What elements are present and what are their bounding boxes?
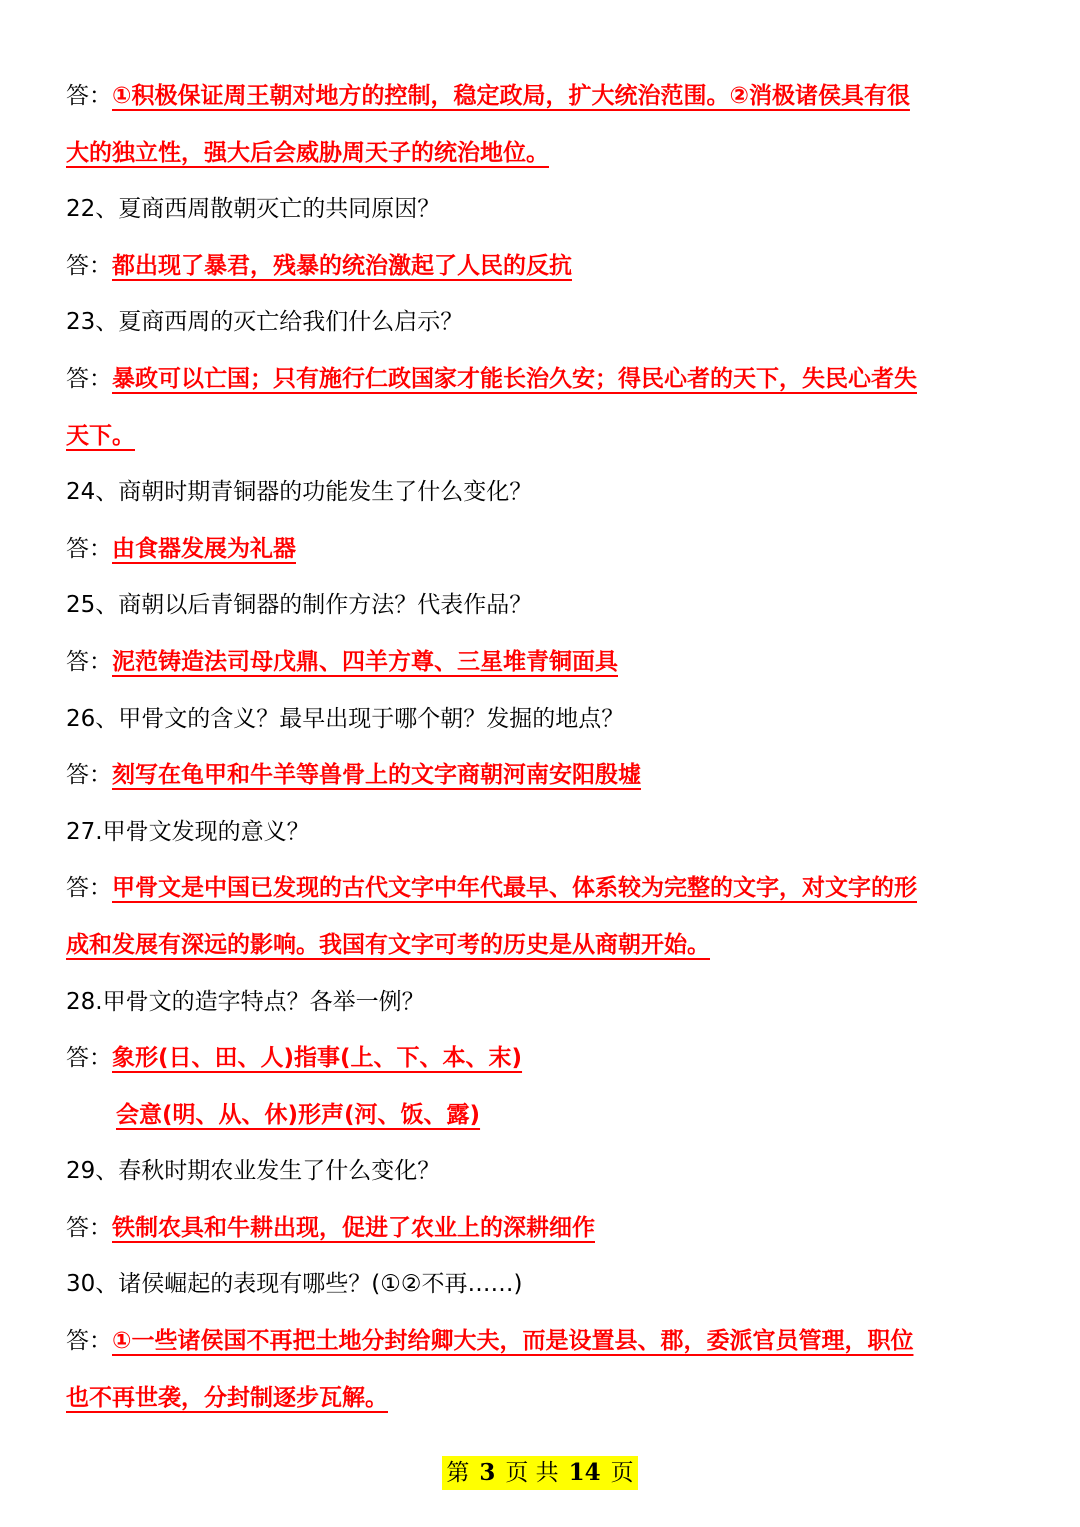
question-29: 29、春秋时期农业发生了什么变化？ (66, 1158, 441, 1185)
answer-21-text-1: ①积极保证周王朝对地方的控制，稳定政局，扩大统治范围。②消极诸侯具有很 (112, 83, 910, 109)
answer-28-line-1 (66, 1030, 1026, 1087)
answer-label: 答： (66, 875, 112, 902)
answer-23-line-1 (66, 351, 1026, 408)
footer-suffix: 页 (610, 1460, 634, 1486)
answer-22-text: 都出现了暴君，残暴的统治激起了人民的反抗 (112, 252, 572, 279)
question-28: 28.甲骨文的造字特点？各举一例？ (66, 988, 425, 1015)
answer-label: 答： (66, 535, 112, 562)
answer-label: 答： (66, 1214, 112, 1241)
answer-25-text: 泥范铸造法司母戊鼎、四羊方尊、三星堆青铜面具 (112, 648, 618, 675)
footer-prefix: 第 (446, 1460, 470, 1486)
answer-21-line-1 (66, 68, 1026, 125)
answer-label: 答： (66, 1045, 112, 1072)
answer-27-text-2: 成和发展有深远的影响。我国有文字可考的历史是从商朝开始。 (66, 931, 710, 958)
answer-label: 答： (66, 1328, 112, 1355)
answer-23-text-2: 天下。 (66, 422, 135, 449)
question-23: 23、夏商西周的灭亡给我们什么启示？ (66, 309, 464, 336)
answer-23-line-2 (66, 408, 1026, 465)
answer-label: 答： (66, 252, 112, 279)
page-footer (0, 1456, 1080, 1490)
answer-25 (66, 634, 1026, 691)
answer-28-text-1: 象形(日、田、人)指事(上、下、本、末) (112, 1045, 523, 1072)
answer-26 (66, 747, 1026, 804)
qa-content (66, 68, 1026, 1426)
answer-30-text-2: 也不再世袭，分封制逐步瓦解。 (66, 1384, 388, 1411)
current-page-number: 3 (479, 1459, 496, 1486)
answer-label: 答： (66, 762, 112, 789)
answer-30-line-2 (66, 1370, 1026, 1427)
question-30: 30、诸侯崛起的表现有哪些？(①②不再……) (66, 1271, 523, 1298)
answer-label: 答： (66, 83, 112, 109)
answer-21-text-2: 大的独立性，强大后会威胁周天子的统治地位。 (66, 139, 549, 166)
answer-29-text: 铁制农具和牛耕出现，促进了农业上的深耕细作 (112, 1214, 595, 1241)
answer-28-text-2: 会意(明、从、休)形声(河、饭、露) (116, 1101, 481, 1128)
answer-27-line-1 (66, 860, 1026, 917)
page-number-indicator (442, 1456, 637, 1490)
question-26: 26、甲骨文的含义？最早出现于哪个朝？发掘的地点？ (66, 705, 625, 732)
answer-30-line-1 (66, 1313, 1026, 1370)
answer-24-text: 由食器发展为礼器 (112, 535, 296, 562)
answer-27-line-2 (66, 917, 1026, 974)
question-24: 24、商朝时期青铜器的功能发生了什么变化？ (66, 479, 533, 506)
answer-21-line-2 (66, 125, 1026, 182)
answer-30-text-1: ①一些诸侯国不再把土地分封给卿大夫，而是设置县、郡，委派官员管理，职位 (112, 1328, 914, 1355)
answer-label: 答： (66, 648, 112, 675)
answer-27-text-1: 甲骨文是中国已发现的古代文字中年代最早、体系较为完整的文字，对文字的形 (112, 875, 917, 902)
total-page-number: 14 (568, 1459, 601, 1486)
answer-24 (66, 521, 1026, 578)
answer-29 (66, 1200, 1026, 1257)
footer-middle: 页 共 (505, 1460, 559, 1486)
question-27: 27.甲骨文发现的意义？ (66, 818, 310, 845)
answer-22 (66, 238, 1026, 295)
question-22: 22、夏商西周散朝灭亡的共同原因？ (66, 196, 441, 223)
answer-23-text-1: 暴政可以亡国；只有施行仁政国家才能长治久安；得民心者的天下，失民心者失 (112, 365, 917, 392)
question-25: 25、商朝以后青铜器的制作方法？代表作品？ (66, 592, 533, 619)
answer-label: 答： (66, 365, 112, 392)
answer-28-line-2 (66, 1087, 1026, 1144)
answer-26-text: 刻写在龟甲和牛羊等兽骨上的文字商朝河南安阳殷墟 (112, 762, 641, 789)
